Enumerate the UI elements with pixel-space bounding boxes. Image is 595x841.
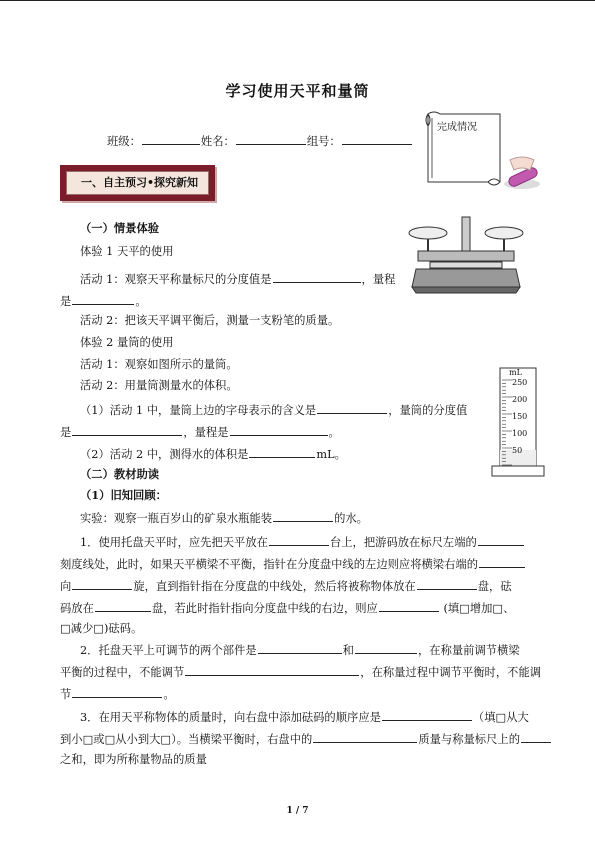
table-blank[interactable] <box>269 534 329 546</box>
experiment-end: 的水。 <box>334 512 368 525</box>
activity-1b: 活动 1：观察如图所示的量筒。 <box>80 358 238 371</box>
experiment-line <box>80 510 368 526</box>
question-1-is: 是 <box>60 426 72 439</box>
class-label: 班级： <box>107 135 141 148</box>
question-1-line <box>80 402 467 418</box>
rider-blank[interactable] <box>521 731 551 743</box>
diploma-icon <box>500 150 545 195</box>
heading-review: （1）旧知回顾： <box>80 488 167 502</box>
not-adjust-1-blank[interactable] <box>185 664 359 676</box>
review-1-line1 <box>80 534 525 550</box>
letter-meaning-blank[interactable] <box>317 402 387 414</box>
review-3-line1 <box>80 709 529 725</box>
review-2-and: 和 <box>342 644 354 657</box>
review-1-text-a: 1．使用托盘天平时，应先把天平放在 <box>80 536 268 549</box>
nut-blank[interactable] <box>479 556 525 568</box>
completion-label: 完成情况 <box>437 122 477 133</box>
info-line <box>107 133 413 149</box>
weights-blank[interactable] <box>313 731 417 743</box>
bottle-volume-blank[interactable] <box>273 510 333 522</box>
review-2-text-d: ，在称量过程中调节平衡时，不能调 <box>360 666 542 679</box>
section-title: 一、自主预习•探究新知 <box>66 171 209 195</box>
zero-mark-blank[interactable] <box>478 534 524 546</box>
review-3-text-c: 到小□或□从小到大□）。当横梁平衡时，右盘中的 <box>60 733 313 746</box>
heading-textbook: （二）教材助读 <box>80 467 160 481</box>
review-3-text-b: （填□从大 <box>472 711 529 724</box>
activity-2b: 活动 2：用量筒测量水的体积。 <box>80 379 238 392</box>
name-label: 姓名： <box>200 135 235 148</box>
experience-2: 体验 2 量筒的使用 <box>80 336 174 349</box>
group-label: 组号： <box>306 135 341 148</box>
question-2-unit: mL。 <box>316 448 346 461</box>
question-1-text: （1）活动 1 中，量筒上边的字母表示的含义是 <box>80 404 317 417</box>
activity-1a-end: 。 <box>135 295 147 308</box>
page-number: 1 / 7 <box>286 806 309 816</box>
cylinder-tick-label: 200 <box>512 395 528 404</box>
review-1-line5: □减少□)砝码。 <box>60 622 143 635</box>
question-2-text: （2）活动 2 中，测得水的体积是 <box>80 448 249 461</box>
review-1-text-e: 旋，直到指针指在分度盘的中线处，然后将被称物体放在 <box>133 580 416 593</box>
order-blank[interactable] <box>382 709 472 721</box>
cylinder-tick-label: 150 <box>512 412 528 421</box>
range-blank[interactable] <box>72 293 134 305</box>
review-2-text-c: 平衡的过程中，不能调节 <box>60 666 185 679</box>
add-remove-blank[interactable] <box>379 600 439 612</box>
cylinder-range-blank[interactable] <box>230 424 328 436</box>
review-1-text-d: 向 <box>60 580 72 593</box>
group-blank[interactable] <box>342 133 412 145</box>
review-2-text-e: 节 <box>60 688 72 701</box>
part2-blank[interactable] <box>355 642 417 654</box>
review-1-text-i: (填□增加□、 <box>439 602 515 615</box>
question-1-range: ，量程是 <box>183 426 229 439</box>
review-1-text-f: 盘，砝 <box>477 580 512 593</box>
activity-1a-is: 是 <box>60 295 72 308</box>
review-1-line3 <box>60 578 512 594</box>
question-1-line2 <box>60 424 340 440</box>
question-1-division: ，量筒的分度值 <box>388 404 468 417</box>
cylinder-division-blank[interactable] <box>72 424 182 436</box>
review-3-text-a: 3．在用天平称物体的质量时，向右盘中添加砝码的顺序应是 <box>80 711 381 724</box>
activity-2a: 活动 2：把该天平调平衡后，测量一支粉笔的质量。 <box>80 314 340 327</box>
review-3-line2 <box>60 731 552 747</box>
review-1-line4 <box>60 600 514 616</box>
activity-1a-line2 <box>60 293 147 309</box>
experiment-text: 实验：观察一瓶百岁山的矿泉水瓶能装 <box>80 512 273 525</box>
question-2-line <box>80 446 346 462</box>
cylinder-scale-labels <box>512 378 542 458</box>
question-1-end: 。 <box>328 426 340 439</box>
review-2-line1 <box>80 642 520 658</box>
activity-1a-text: 活动 1：观察天平称量标尺的分度值是 <box>80 273 272 286</box>
direction-blank[interactable] <box>72 578 132 590</box>
cylinder-tick-label: 250 <box>512 378 528 387</box>
activity-1a-range: ，量程 <box>361 273 396 286</box>
balance-scale-image <box>408 213 526 295</box>
class-blank[interactable] <box>142 133 200 145</box>
review-2-text-a: 2．托盘天平上可调节的两个部件是 <box>80 644 257 657</box>
review-2-text-b: ，在称量前调节横梁 <box>417 644 520 657</box>
cylinder-unit: mL <box>509 368 522 377</box>
experience-1: 体验 1 天平的使用 <box>80 245 174 258</box>
division-blank[interactable] <box>273 271 361 283</box>
review-3-line3: 之和，即为所称量物品的质量 <box>60 753 207 766</box>
review-1-text-g: 码放在 <box>60 602 94 615</box>
not-adjust-2-blank[interactable] <box>72 686 162 698</box>
name-blank[interactable] <box>236 133 306 145</box>
weight-pan-blank[interactable] <box>95 600 151 612</box>
section-banner <box>60 165 215 201</box>
review-1-text-c: 刻度线处，此时，如果天平横梁不平衡，指针在分度盘中线的左边则应将横梁右端的 <box>60 558 478 571</box>
heading-scenario: （一）情景体验 <box>80 221 160 235</box>
top-rule <box>0 0 595 1</box>
review-1-text-b: 台上，把游码放在标尺左端的 <box>329 536 477 549</box>
review-3-text-d: 质量与称量标尺上的 <box>418 733 520 746</box>
activity-1a-line <box>80 271 395 287</box>
water-volume-blank[interactable] <box>249 446 315 458</box>
cylinder-tick-label: 50 <box>512 446 523 455</box>
review-1-text-h: 盘，若此时指针指向分度盘中线的右边，则应 <box>151 602 378 615</box>
review-2-end: 。 <box>163 688 175 701</box>
page-title: 学习使用天平和量筒 <box>225 82 370 100</box>
review-2-line2 <box>60 664 541 680</box>
object-pan-blank[interactable] <box>417 578 477 590</box>
part1-blank[interactable] <box>258 642 342 654</box>
review-1-line2 <box>60 556 526 572</box>
review-2-line3 <box>60 686 175 702</box>
cylinder-tick-label: 100 <box>512 429 528 438</box>
